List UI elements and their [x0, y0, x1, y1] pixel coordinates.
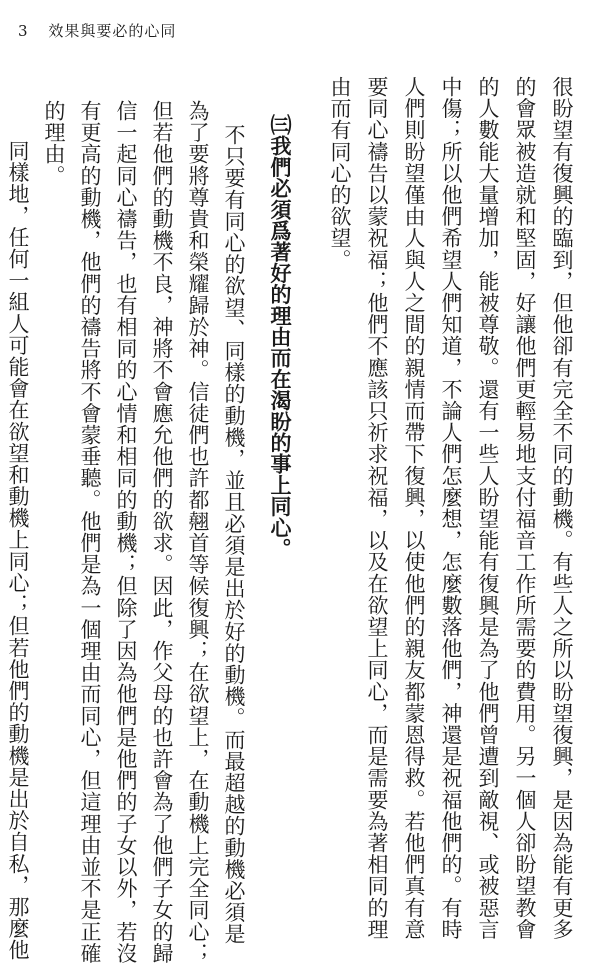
text-column: 信一起同心禱告，也有相同的心情和相同的動機；但除了因為他們是他們的子女以外，若沒 [114, 100, 138, 964]
text-column: 中傷；所以他們希望人們知道，不論人們怎麼想，怎麼數落他們，神還是祝福他們的。有時 [439, 76, 463, 940]
text-column: 的會眾被造就和堅固，好讓他們更輕易地支付福音工作所需要的費用。另一個人卻盼望教會 [513, 76, 537, 940]
text-column: 人們則盼望僅由人與人之間的親情而帶下復興，以使他們的親友都蒙恩得救。若他們真有意 [402, 76, 426, 940]
text-column: 但若他們的動機不良，神將不會應允他們的欲求。因此，作父母的也許會為了他們子女的歸 [150, 100, 174, 964]
text-column: 同樣地，任何一組人可能會在欲望和動機上同心；但若他們的動機是出於自私，那麼他 [6, 140, 30, 961]
text-column: 要同心禱告以蒙祝福；他們不應該只祈求祝福，以及在欲望上同心，而是需要為著相同的理 [365, 76, 389, 940]
text-column: 為了要將尊貴和榮耀歸於神。信徒們也許都翹首等候復興；在欲望上，在動機上完全同心； [186, 100, 210, 964]
section-heading: ㈢我們必須爲著好的理由而在渴盼的事上同心。 [268, 114, 292, 560]
text-column: 有更高的動機，他們的禱告將不會蒙垂聽。他們是為一個理由而同心，但這理由並不是正確 [78, 100, 102, 964]
page-number: 3 [18, 22, 29, 40]
text-column: 很盼望有復興的臨到，但他卻有完全不同的動機。有些人之所以盼望復興，是因為能有更多 [550, 76, 574, 940]
text-column: 不只要有同心的欲望、同樣的動機，並且必須是出於好的動機。而最超越的動機必須是 [222, 124, 246, 945]
running-title: 效果與要必的心同 [48, 22, 177, 40]
text-column: 的理由。 [42, 100, 66, 187]
running-header [18, 20, 176, 41]
text-column: 由而有同心的欲望。 [328, 76, 352, 271]
text-column: 的人數能大量增加，能被尊敬。還有一些人盼望能有復興是為了他們曾遭到敵視、或被惡言 [476, 76, 500, 940]
